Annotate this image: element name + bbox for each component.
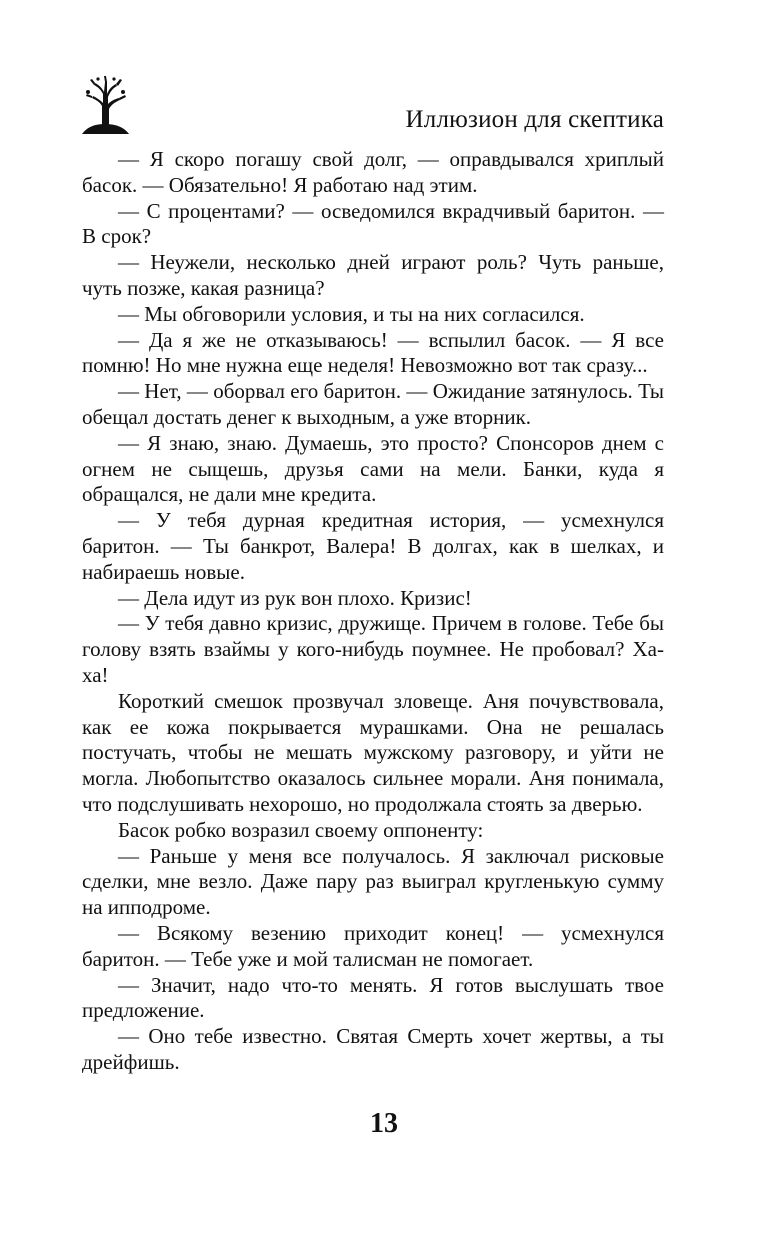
paragraph: — Оно тебе известно. Святая Смерть хочет жертвы, а ты дрейфишь. [82, 1024, 664, 1074]
paragraph: — Раньше у меня все получалось. Я заключал рисковые сделки, мне везло. Даже пару раз выиграл кругленькую сумму на ипподроме. [82, 843, 664, 920]
paragraph: — С процентами? — осведомился вкрадчивый баритон. — В срок? [82, 198, 664, 249]
paragraph: — Неужели, несколько дней играют роль? Чуть раньше, чуть позже, какая разница? [82, 250, 664, 300]
paragraph: — Я знаю, знаю. Думаешь, это просто? Спонсоров днем с огнем не сыщешь, друзья сами на мели. Банки, куда я обращался, не дали мне кредита. [82, 430, 664, 507]
paragraph: — Всякому везению приходит конец! — усмехнулся баритон. — Тебе уже и мой талисман не помогает. [82, 920, 664, 971]
paragraph: — Нет, — оборвал его баритон. — Ожидание затянулось. Ты обещал достать денег к выходным, а уже вторник. [82, 379, 664, 429]
paragraph: — Мы обговорили условия, и ты на них согласился. [118, 301, 585, 326]
paragraph: — У тебя дурная кредитная история, — усмехнулся баритон. — Ты банкрот, Валера! В долгах, как в шелках, и набираешь новые. [82, 508, 664, 584]
paragraph: — Я скоро погашу свой долг, — оправдывался хриплый басок. — Обязательно! Я работаю над этим. [82, 147, 664, 197]
paragraph: — Да я же не отказываюсь! — вспылил басок. — Я все помню! Но мне нужна еще неделя! Невозможно вот так сразу... [82, 327, 664, 378]
tree-icon [78, 74, 132, 134]
running-title: Иллюзион для скептика [405, 106, 664, 133]
body-text [82, 147, 664, 1076]
paragraph: Басок робко возразил своему оппоненту: [118, 817, 484, 842]
paragraph: — У тебя давно кризис, дружище. Причем в голове. Тебе бы голову взять взаймы у кого-нибудь поумнее. Не пробовал? Ха-ха! [82, 611, 664, 687]
paragraph: — Дела идут из рук вон плохо. Кризис! [118, 585, 472, 610]
page-number: 13 [370, 1108, 398, 1139]
paragraph: Короткий смешок прозвучал зловеще. Аня почувствовала, как ее кожа покрывается мурашками. Она не решалась постучать, чтобы не мешать мужскому разговору, и уйти не могла. Любопытство оказалось сильнее морали. Аня понимала, что подслушивать нехорошо, но продолжала стоять за дверью. [82, 688, 664, 816]
paragraph: — Значит, надо что-то менять. Я готов выслушать твое предложение. [82, 972, 664, 1023]
